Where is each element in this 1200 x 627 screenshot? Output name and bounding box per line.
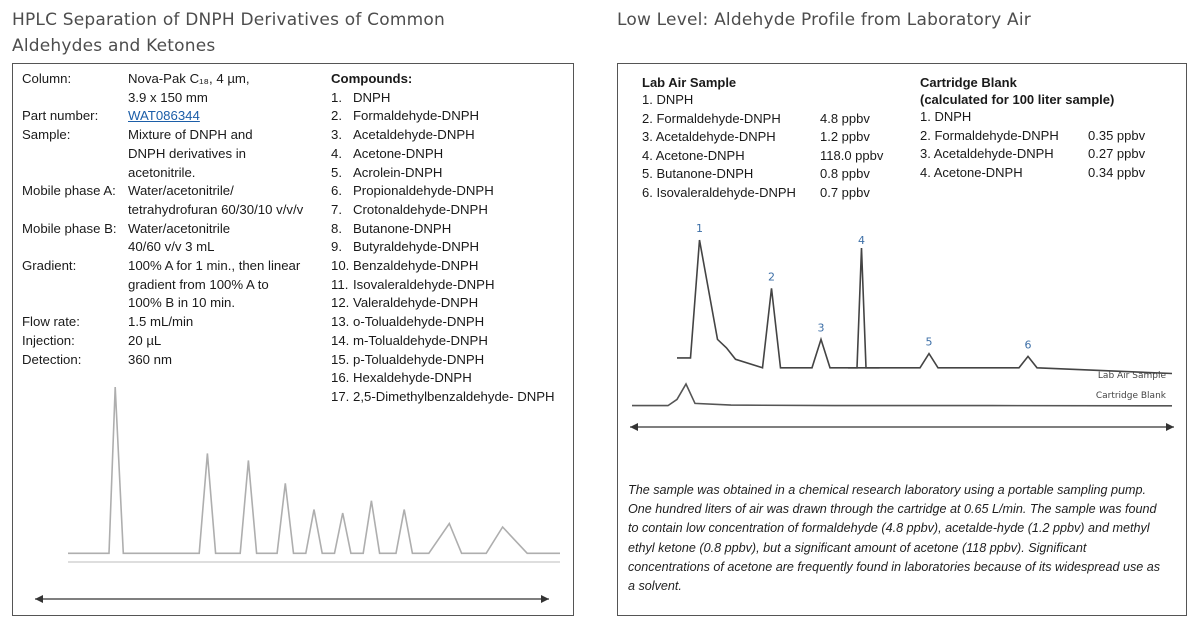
compound-name: m-Tolualdehyde-DNPH	[353, 332, 488, 348]
compound-item	[331, 332, 555, 351]
axis-arrow-right	[1166, 423, 1174, 431]
compound-name: Acrolein-DNPH	[353, 164, 443, 180]
compound-name: Isovaleraldehyde-DNPH	[353, 276, 495, 292]
compound-number: 2.	[331, 108, 342, 124]
compound-item	[331, 238, 555, 257]
row-value: 0.7 ppbv	[820, 184, 870, 200]
compound-number: 7.	[331, 201, 342, 217]
spec-row	[22, 182, 320, 219]
caption-text: The sample was obtained in a chemical research laboratory using a portable sampling pump. One hundred liters of air was drawn through the cartridge at 0.65 L/min. The sample was found to contain low concentration of formaldehyde (4.8 ppbv), acetalde-hyde (1.2 ppbv) and methyl ethyl ketone (0.8 ppbv), but a significant amount of acetone (118 ppbv). Significant concentrations of acetone are frequently found in laboratories because of its widespread use as a solvent.	[628, 483, 1161, 594]
right-chromatogram	[618, 224, 1178, 444]
method-specs	[22, 70, 320, 369]
series-label-blank: Cartridge Blank	[1095, 391, 1166, 401]
row-name: 6. Isovaleraldehyde-DNPH	[642, 184, 796, 200]
series-line	[68, 387, 560, 553]
row-value: 4.8 ppbv	[820, 110, 870, 126]
spec-label: Injection:	[22, 332, 75, 348]
compound-name: Benzaldehyde-DNPH	[353, 258, 479, 274]
spec-label: Mobile phase A:	[22, 183, 116, 199]
axis-arrow-right	[541, 595, 549, 603]
spec-row	[22, 332, 320, 351]
spec-row	[22, 126, 320, 182]
compound-number: 17.	[331, 388, 350, 404]
table-row	[642, 128, 883, 147]
blank-table	[920, 74, 1145, 182]
compound-number: 10.	[331, 258, 350, 274]
peak-label: 1	[696, 224, 703, 235]
row-value: 1.2 ppbv	[820, 129, 870, 145]
row-name: 3. Acetaldehyde-DNPH	[642, 129, 776, 145]
table-row	[642, 91, 883, 110]
compound-item	[331, 351, 555, 370]
left-panel-title	[12, 7, 445, 59]
peak-label: 3	[817, 321, 825, 335]
spec-row	[22, 351, 320, 370]
compound-name: Acetone-DNPH	[353, 145, 444, 161]
left-time-axis	[35, 595, 549, 603]
compound-number: 11.	[331, 276, 349, 292]
right-panel-title: Low Level: Aldehyde Profile from Laboratory Air	[617, 10, 1031, 30]
spec-label: Sample:	[22, 127, 71, 143]
table-row	[920, 127, 1145, 146]
row-name: 2. Formaldehyde-DNPH	[920, 127, 1059, 143]
compound-name: Butanone-DNPH	[353, 220, 452, 236]
row-name: 5. Butanone-DNPH	[642, 166, 754, 182]
peak-label: 5	[925, 335, 933, 349]
spec-value: 1.5 mL/min	[128, 314, 194, 330]
right-time-axis	[630, 423, 1174, 431]
compound-item	[331, 164, 555, 183]
compound-number: 6.	[331, 183, 342, 199]
axis-arrow-left	[35, 595, 43, 603]
blank-heading-1: Cartridge Blank	[920, 75, 1017, 90]
spec-row	[22, 313, 320, 332]
compound-item	[331, 220, 555, 239]
compound-number: 9.	[331, 239, 342, 255]
compound-number: 3.	[331, 127, 342, 143]
compounds-list	[331, 70, 555, 407]
compound-item	[331, 126, 555, 145]
spec-label: Mobile phase B:	[22, 220, 117, 236]
row-value: 0.35 ppbv	[1088, 127, 1146, 143]
compound-name: Crotonaldehyde-DNPH	[353, 201, 488, 217]
compound-name: p-Tolualdehyde-DNPH	[353, 351, 485, 367]
compound-name: Formaldehyde-DNPH	[353, 108, 480, 124]
spec-row	[22, 107, 320, 126]
compound-name: Propionaldehyde-DNPH	[353, 183, 494, 199]
spec-value: Nova-Pak C₁₈, 4 µm, 3.9 x 150 mm	[128, 71, 250, 105]
compound-number: 4.	[331, 145, 342, 161]
lab-air-heading: Lab Air Sample	[642, 75, 737, 90]
series-label-lab: Lab Air Sample	[1097, 371, 1166, 381]
spec-row	[22, 220, 320, 257]
compound-name: 2,5-Dimethylbenzaldehyde- DNPH	[353, 388, 555, 404]
spec-value: 360 nm	[128, 351, 172, 367]
compound-item	[331, 201, 555, 220]
left-chromatogram	[13, 377, 573, 617]
table-row	[642, 147, 883, 166]
peak-label: 2	[768, 270, 775, 284]
compound-number: 8.	[331, 220, 342, 236]
left-panel	[12, 63, 574, 616]
series-line	[677, 240, 1172, 374]
compound-name: Valeraldehyde-DNPH	[353, 295, 479, 311]
compound-name: o-Tolualdehyde-DNPH	[353, 314, 485, 330]
spec-label: Detection:	[22, 351, 82, 367]
table-row	[920, 108, 1145, 127]
left-title-line1: HPLC Separation of DNPH Derivatives of Common	[12, 10, 445, 30]
row-name: 2. Formaldehyde-DNPH	[642, 110, 781, 126]
compound-name: Butyraldehyde-DNPH	[353, 239, 480, 255]
peak-label: 6	[1024, 338, 1032, 352]
compound-item	[331, 313, 555, 332]
compound-name: Acetaldehyde-DNPH	[353, 127, 475, 143]
acetone-peak	[848, 248, 880, 368]
compound-number: 13.	[331, 314, 350, 330]
compound-number: 12.	[331, 295, 350, 311]
compounds-heading: Compounds:	[331, 71, 413, 86]
table-row	[920, 164, 1145, 183]
spec-label: Flow rate:	[22, 314, 80, 330]
row-name: 1. DNPH	[642, 92, 694, 107]
compound-item	[331, 145, 555, 164]
spec-label: Gradient:	[22, 258, 77, 274]
compound-item	[331, 294, 555, 313]
compound-number: 14.	[331, 332, 350, 348]
compound-number: 1.	[331, 89, 342, 105]
compound-item	[331, 257, 555, 276]
table-row	[920, 145, 1145, 164]
spec-row	[22, 70, 320, 107]
series-line	[632, 384, 1172, 406]
row-value: 118.0 ppbv	[820, 147, 884, 163]
table-row	[642, 184, 883, 203]
spec-value: 20 µL	[128, 332, 162, 348]
row-value: 0.27 ppbv	[1088, 146, 1146, 162]
compound-number: 5.	[331, 164, 342, 180]
spec-row	[22, 257, 320, 313]
row-value: 0.8 ppbv	[820, 166, 870, 182]
row-value: 0.34 ppbv	[1088, 164, 1146, 180]
spec-value: Water/acetonitrile/ tetrahydrofuran 60/30/10 v/v/v	[128, 183, 304, 217]
compound-item	[331, 276, 555, 295]
row-name: 3. Acetaldehyde-DNPH	[920, 146, 1054, 162]
compound-number: 15.	[331, 351, 350, 367]
row-name: 1. DNPH	[920, 109, 972, 124]
compound-name: DNPH	[353, 89, 391, 105]
compound-item	[331, 182, 555, 201]
spec-label: Column:	[22, 71, 72, 86]
table-row	[642, 110, 883, 129]
compound-name: Hexaldehyde-DNPH	[353, 370, 472, 386]
compound-item	[331, 89, 555, 108]
blank-heading-2: (calculated for 100 liter sample)	[920, 92, 1115, 107]
part-number-link[interactable]: WAT086344	[128, 108, 200, 124]
table-row	[642, 165, 883, 184]
axis-arrow-left	[630, 423, 638, 431]
row-name: 4. Acetone-DNPH	[920, 164, 1023, 180]
peak-label: 4	[858, 234, 865, 247]
spec-value: 100% A for 1 min., then linear gradient from 100% A to 100% B in 10 min.	[128, 258, 301, 311]
left-title-line2: Aldehydes and Ketones	[12, 36, 216, 56]
spec-value: Mixture of DNPH and DNPH derivatives in acetonitrile.	[128, 127, 253, 180]
spec-label: Part number:	[22, 108, 99, 124]
compound-item	[331, 107, 555, 126]
lab-air-table	[642, 74, 883, 203]
row-name: 4. Acetone-DNPH	[642, 147, 745, 163]
compound-number: 16.	[331, 370, 350, 386]
spec-value: Water/acetonitrile 40/60 v/v 3 mL	[128, 220, 231, 255]
